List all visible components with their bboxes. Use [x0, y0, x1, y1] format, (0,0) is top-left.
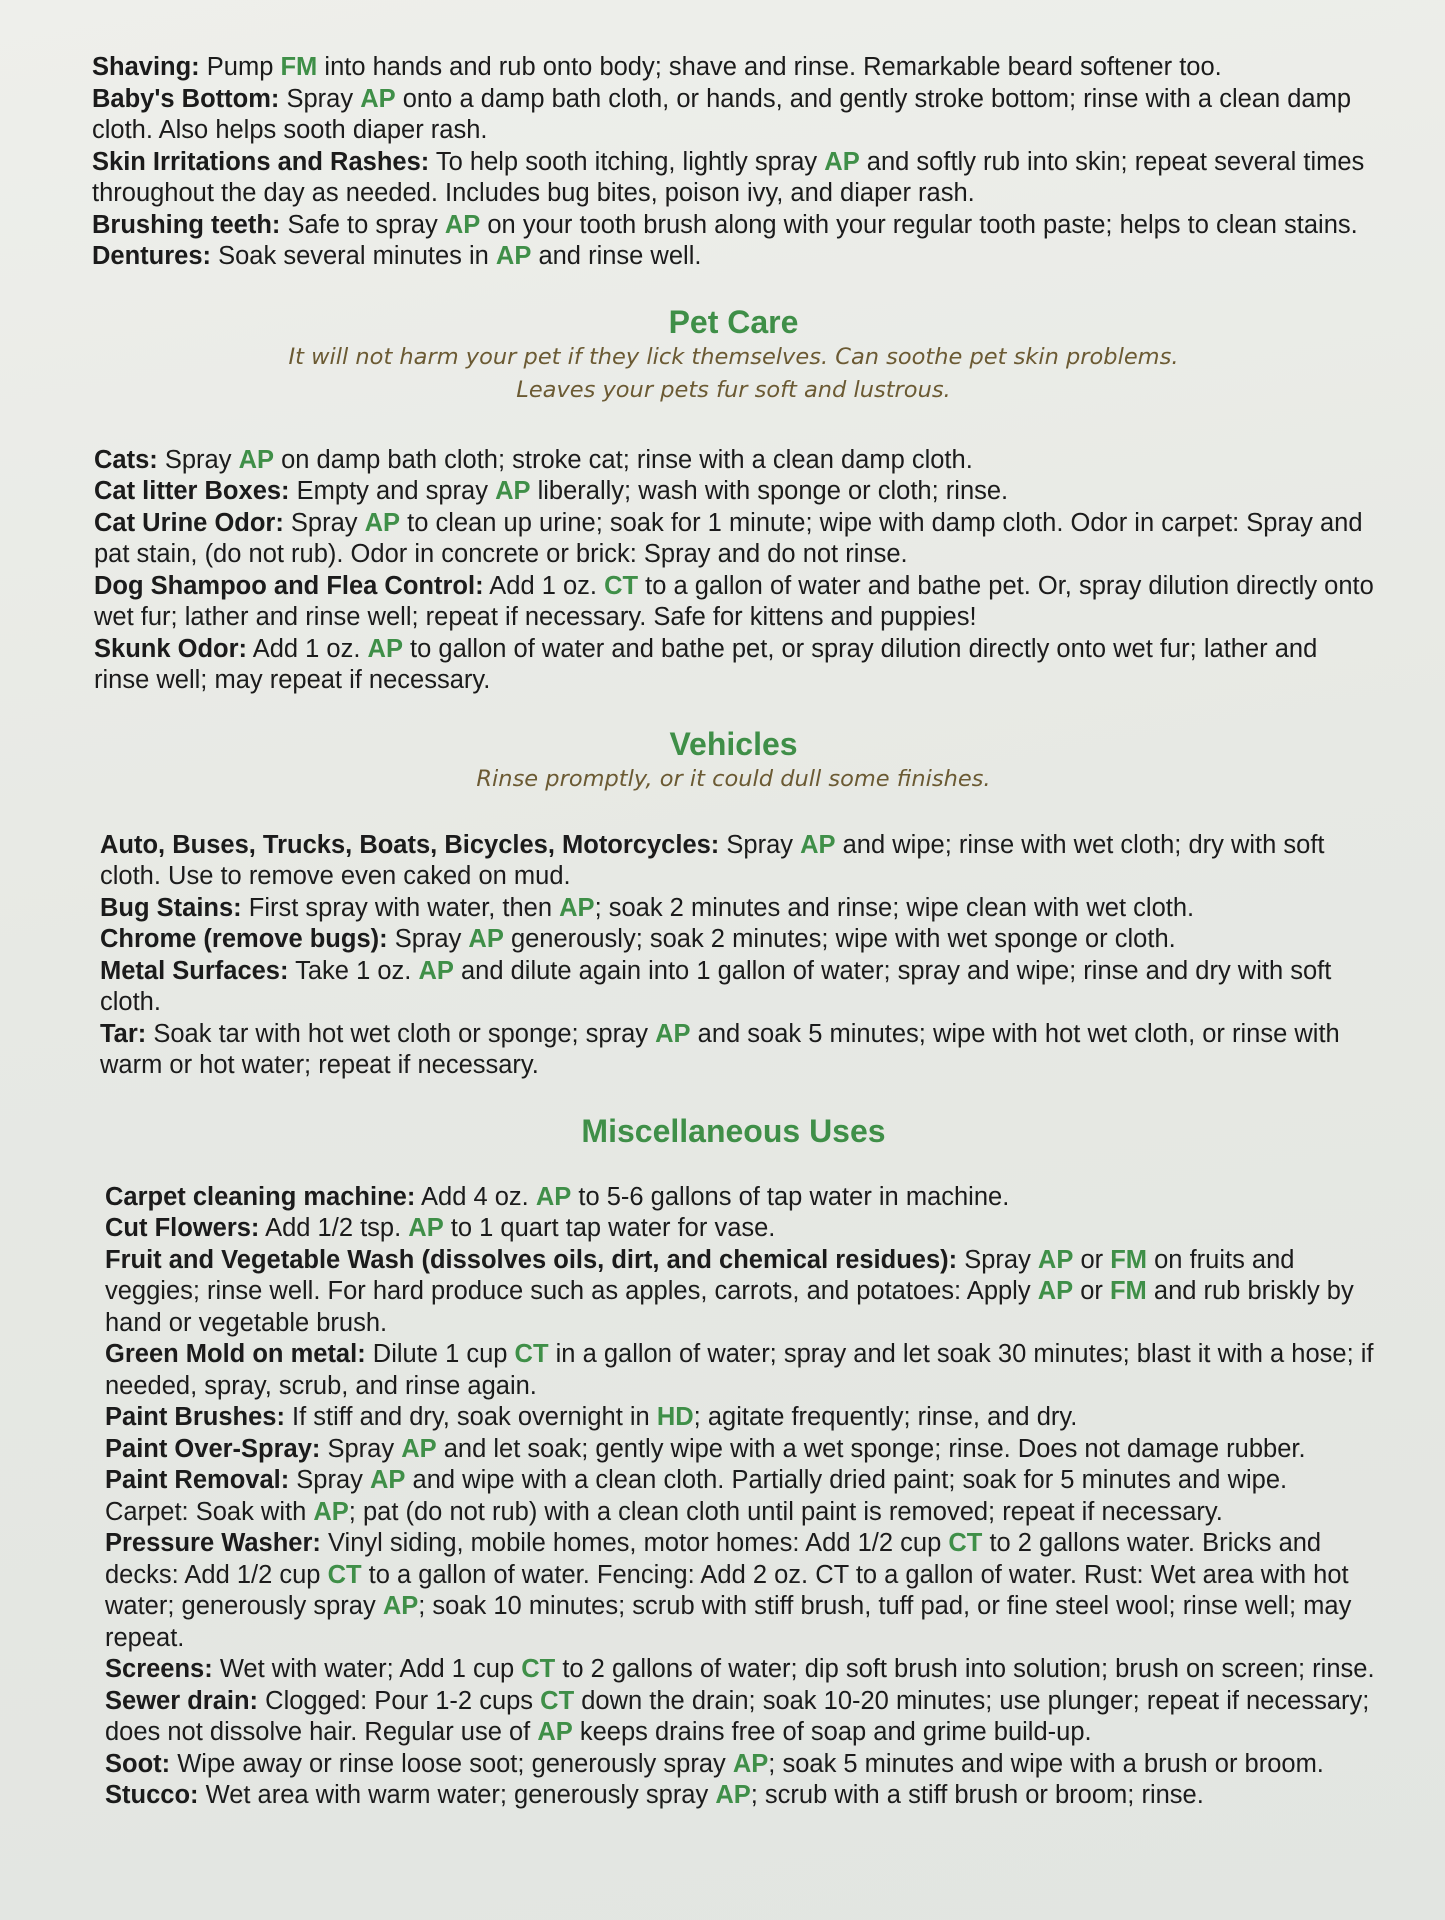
product-code: AP — [535, 1182, 572, 1211]
subtitle-line: It will not harm your pet if they lick themselves. Can soothe pet skin problems. — [288, 343, 1179, 370]
entry-term: Tar: — [100, 1019, 147, 1048]
entry-term: Carpet cleaning machine: — [105, 1182, 416, 1211]
product-code: AP — [360, 84, 396, 113]
instruction-entry: Bug Stains: First spray with water, then AP; soak 2 minutes and rinse; wipe clean with wet cloth. — [100, 893, 1195, 922]
entry-term: Cats: — [94, 445, 158, 474]
instruction-entry: Paint Brushes: If stiff and dry, soak overnight in HD; agitate frequently; rinse, and dry. — [105, 1403, 1078, 1431]
instruction-entry: Tar: Soak tar with hot wet cloth or sponge; spray AP and soak 5 minutes; wipe with hot wet cloth, or rinse with warm or hot water; repeat if necessary. — [100, 1019, 1340, 1079]
entry-term: Cat Urine Odor: — [94, 508, 284, 537]
instruction-entry: Cat Urine Odor: Spray AP to clean up urine; soak for 1 minute; wipe with damp cloth. Odor in carpet: Spray and pat stain, (do not rub). Odor in concrete or brick: Spray and do not rinse. — [94, 508, 1363, 568]
product-code: AP — [401, 1434, 437, 1463]
product-code: CT — [948, 1529, 983, 1557]
product-code: CT — [604, 571, 639, 600]
entry-term: Soot: — [105, 1749, 171, 1778]
product-code: AP — [537, 1718, 573, 1746]
section-subtitle-vehicles: Rinse promptly, or it could dull some finishes. — [476, 765, 991, 792]
miscellaneous-entries — [92, 1182, 1375, 1812]
product-code: AP — [559, 893, 595, 922]
entry-term: Stucco: — [105, 1781, 199, 1809]
entry-term: Shaving: — [92, 53, 200, 81]
product-code: AP — [370, 1466, 406, 1494]
product-code: AP — [495, 242, 532, 270]
instruction-entry: Soot: Wipe away or rinse loose soot; generously spray AP; soak 5 minutes and wipe with a brush or broom. — [105, 1749, 1324, 1778]
product-code: CT — [540, 1686, 575, 1715]
product-code: AP — [382, 1592, 419, 1620]
instruction-entry: Dentures: Soak several minutes in AP and rinse well. — [92, 242, 702, 270]
product-code: AP — [418, 956, 454, 985]
instruction-entry: Baby's Bottom: Spray AP onto a damp bath cloth, or hands, and gently stroke bottom; rinse with a clean damp cloth. Also helps sooth diaper rash. — [92, 84, 1352, 144]
instruction-entry: Stucco: Wet area with warm water; generously spray AP; scrub with a stiff brush or broom; rinse. — [105, 1781, 1204, 1809]
product-code: AP — [313, 1497, 349, 1526]
instruction-entry: Cat litter Boxes: Empty and spray AP liberally; wash with sponge or cloth; rinse. — [94, 477, 1009, 505]
instruction-entry: Shaving: Pump FM into hands and rub onto body; shave and rinse. Remarkable beard softener too. — [92, 53, 1222, 81]
entry-term: Paint Removal: — [105, 1466, 290, 1494]
instruction-entry: Skunk Odor: Add 1 oz. AP to gallon of water and bathe pet, or spray dilution directly onto wet fur; lather and rinse well; may repeat if necessary. — [94, 634, 1318, 694]
product-code: AP — [800, 830, 836, 859]
entry-term: Fruit and Vegetable Wash (dissolves oils, dirt, and chemical residues): — [105, 1245, 958, 1274]
entry-term: Cut Flowers: — [105, 1214, 260, 1242]
entry-term: Green Mold on metal: — [105, 1340, 366, 1368]
instruction-entry: Sewer drain: Clogged: Pour 1-2 cups CT down the drain; soak 10-20 minutes; use plunger; repeat if necessary; does not dissolve hair. Regular use of AP keeps drains free of soap and grime build-up. — [105, 1686, 1370, 1746]
product-code: AP — [238, 445, 274, 474]
section-subtitle-pet-care — [92, 341, 1375, 407]
instruction-entry: Auto, Buses, Trucks, Boats, Bicycles, Motorcycles: Spray AP and wipe; rinse with wet cloth; dry with soft cloth. Use to remove even caked on mud. — [100, 830, 1325, 890]
entry-term: Metal Surfaces: — [100, 956, 289, 985]
product-code: FM — [280, 53, 318, 81]
product-code: AP — [364, 508, 401, 537]
instruction-entry: Dog Shampoo and Flea Control: Add 1 oz. CT to a gallon of water and bathe pet. Or, spray dilution directly onto wet fur; lather and rinse well; repeat if necessary. Safe for kittens and puppies! — [94, 571, 1374, 631]
instruction-entry: Chrome (remove bugs): Spray AP generously; soak 2 minutes; wipe with wet sponge or cloth. — [100, 925, 1176, 953]
product-code: FM — [1109, 1277, 1147, 1305]
instruction-entry: Screens: Wet with water; Add 1 cup CT to 2 gallons of water; dip soft brush into solution; brush on screen; rinse. — [105, 1655, 1375, 1683]
product-code: AP — [1037, 1277, 1074, 1305]
product-code: AP — [468, 925, 504, 953]
instruction-entry: Metal Surfaces: Take 1 oz. AP and dilute again into 1 gallon of water; spray and wipe; rinse and dry with soft cloth. — [100, 956, 1332, 1016]
personal-care-entries — [92, 52, 1375, 273]
product-code: AP — [1037, 1245, 1074, 1274]
instruction-entry: Carpet cleaning machine: Add 4 oz. AP to 5-6 gallons of tap water in machine. — [105, 1182, 1010, 1211]
product-code: AP — [732, 1749, 769, 1778]
product-code: CT — [521, 1655, 556, 1683]
entry-term: Cat litter Boxes: — [94, 477, 290, 505]
entry-term: Paint Over-Spray: — [105, 1434, 321, 1463]
entry-term: Dentures: — [92, 242, 212, 270]
product-code: AP — [495, 477, 531, 505]
entry-term: Auto, Buses, Trucks, Boats, Bicycles, Motorcycles: — [100, 830, 720, 859]
product-code: FM — [1110, 1245, 1148, 1274]
entry-term: Brushing teeth: — [92, 210, 281, 239]
product-code: AP — [715, 1781, 751, 1809]
instruction-entry: Cats: Spray AP on damp bath cloth; stroke cat; rinse with a clean damp cloth. — [94, 445, 973, 474]
subtitle-line: Leaves your pets fur soft and lustrous. — [516, 376, 951, 403]
entry-term: Pressure Washer: — [105, 1529, 321, 1557]
instruction-entry: Fruit and Vegetable Wash (dissolves oils, dirt, and chemical residues): Spray AP or FM on fruits and veggies; rinse well. For hard produce such as apples, carrots, and potatoes: Apply AP or FM and rub briskly by hand or vegetable brush. — [105, 1245, 1354, 1337]
entry-term: Baby's Bottom: — [92, 84, 280, 113]
instruction-entry: Green Mold on metal: Dilute 1 cup CT in a gallon of water; spray and let soak 30 minutes; blast it with a hose; if needed, spray, scrub, and rinse again. — [105, 1340, 1374, 1400]
entry-term: Skin Irritations and Rashes: — [92, 147, 430, 176]
entry-term: Sewer drain: — [105, 1686, 259, 1715]
product-code: AP — [655, 1019, 691, 1048]
instruction-entry: Paint Over-Spray: Spray AP and let soak; gently wipe with a wet sponge; rinse. Does not damage rubber. — [105, 1434, 1306, 1463]
product-code: HD — [656, 1403, 694, 1431]
entry-term: Paint Brushes: — [105, 1403, 285, 1431]
section-title-vehicles: Vehicles — [669, 725, 798, 762]
section-title-pet-care: Pet Care — [668, 303, 799, 340]
pet-care-entries — [92, 445, 1375, 697]
entry-term: Screens: — [105, 1655, 213, 1683]
product-code: AP — [444, 210, 481, 239]
instruction-entry: Pressure Washer: Vinyl siding, mobile homes, motor homes: Add 1/2 cup CT to 2 gallons water. Bricks and decks: Add 1/2 cup CT to a gallon of water. Fencing: Add 2 oz. CT to a gallon of water. Rust: Wet area with hot water; generously spray AP; soak 10 minutes; scrub with stiff brush, tuff pad, or fine steel wool; rinse well; may repeat. — [105, 1529, 1352, 1652]
section-title-miscellaneous: Miscellaneous Uses — [581, 1112, 886, 1149]
entry-term: Bug Stains: — [100, 893, 242, 922]
instruction-entry: Cut Flowers: Add 1/2 tsp. AP to 1 quart tap water for vase. — [105, 1214, 776, 1242]
vehicles-entries — [92, 830, 1375, 1082]
entry-term: Skunk Odor: — [94, 634, 248, 663]
product-code: AP — [408, 1214, 444, 1242]
product-code: AP — [824, 147, 860, 176]
product-code: AP — [367, 634, 403, 663]
instruction-entry: Paint Removal: Spray AP and wipe with a clean cloth. Partially dried paint; soak for 5 minutes and wipe. Carpet: Soak with AP; pat (do not rub) with a clean cloth until paint is removed; repeat if necessary. — [105, 1466, 1288, 1526]
product-code: CT — [327, 1560, 362, 1589]
instruction-entry: Skin Irritations and Rashes: To help sooth itching, lightly spray AP and softly rub into skin; repeat several times throughout the day as needed. Includes bug bites, poison ivy, and diaper rash. — [92, 147, 1365, 207]
product-code: CT — [514, 1340, 549, 1368]
instruction-entry: Brushing teeth: Safe to spray AP on your tooth brush along with your regular tooth paste; helps to clean stains. — [92, 210, 1358, 239]
entry-term: Dog Shampoo and Flea Control: — [94, 571, 484, 600]
entry-term: Chrome (remove bugs): — [100, 925, 388, 953]
